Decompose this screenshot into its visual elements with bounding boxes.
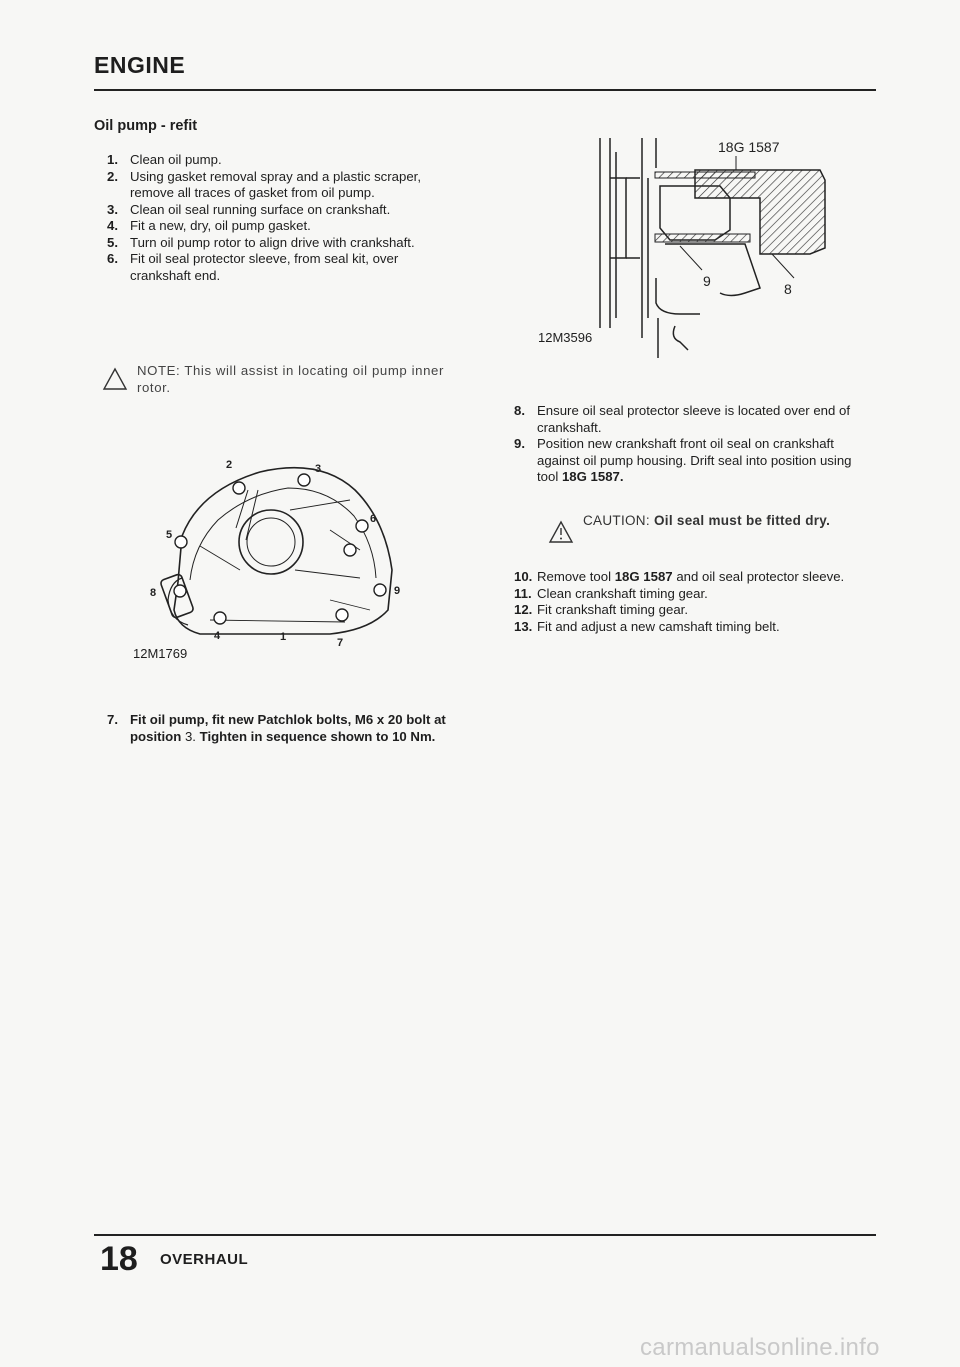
caution-text [583,513,873,528]
note-text: NOTE: This will assist in locating oil pump inner rotor. [137,363,444,395]
list-item: 5. Turn oil pump rotor to align drive with crankshaft. [107,234,415,250]
list-item: 4. Fit a new, dry, oil pump gasket. [107,218,311,233]
list-item: 9. Position new crankshaft front oil seal on crankshaft against oil pump housing. Drift seal into position using tool 18G 1587. [514,436,852,484]
figure-2-reference: 12M3596 [538,330,593,345]
callout-9: 9 [703,273,711,289]
steps-list-right-b [514,569,874,635]
callout-4: 4 [214,630,221,642]
step-7 [107,712,452,745]
caution-warning-icon [548,520,574,544]
callout-8: 8 [784,281,792,297]
steps-list-left [107,152,452,284]
caution-prefix: CAUTION: [583,513,650,528]
callout-9: 9 [394,585,401,597]
footer-section-label: OVERHAUL [160,1251,249,1268]
list-item: 3. Clean oil seal running surface on crankshaft. [107,201,391,217]
steps-list-right-a [514,403,874,486]
list-item: 13. Fit and adjust a new camshaft timing belt. [514,618,780,634]
callout-3: 3 [315,463,322,475]
list-item: 7. Fit oil pump, fit new Patchlok bolts, M6 x 20 bolt at position 3. Tighten in sequence shown to 10 Nm. [107,712,446,744]
footer-rule [94,1234,876,1236]
list-item: 6. Fit oil seal protector sleeve, from seal kit, over crankshaft end. [107,251,399,283]
callout-2: 2 [226,459,233,471]
watermark: carmanualsonline.info [640,1334,880,1361]
section-title: Oil pump - refit [94,118,198,134]
list-item: 1. Clean oil pump. [107,152,222,167]
list-item: 10. Remove tool 18G 1587 and oil seal protector sleeve. [514,569,845,584]
tool-label: 18G 1587 [718,139,780,155]
page-header-title: ENGINE [94,52,186,78]
list-item: 8. Ensure oil seal protector sleeve is located over end of crankshaft. [514,403,851,435]
callout-6: 6 [370,513,377,525]
callout-7: 7 [337,637,344,649]
oil-pump-diagram [130,450,420,672]
callout-5: 5 [166,529,173,541]
list-item: 11. Clean crankshaft timing gear. [514,585,708,601]
caution-body: Oil seal must be fitted dry. [653,513,831,528]
note-warning-icon [102,367,128,391]
figure-1-reference: 12M1769 [133,646,188,661]
header-rule [94,89,876,91]
callout-8: 8 [150,587,157,599]
list-item: 12. Fit crankshaft timing gear. [514,602,688,617]
page-number: 18 [100,1240,138,1278]
callout-1: 1 [280,631,287,643]
list-item: 2. Using gasket removal spray and a plastic scraper, remove all traces of gasket from oil pump. [107,168,421,200]
